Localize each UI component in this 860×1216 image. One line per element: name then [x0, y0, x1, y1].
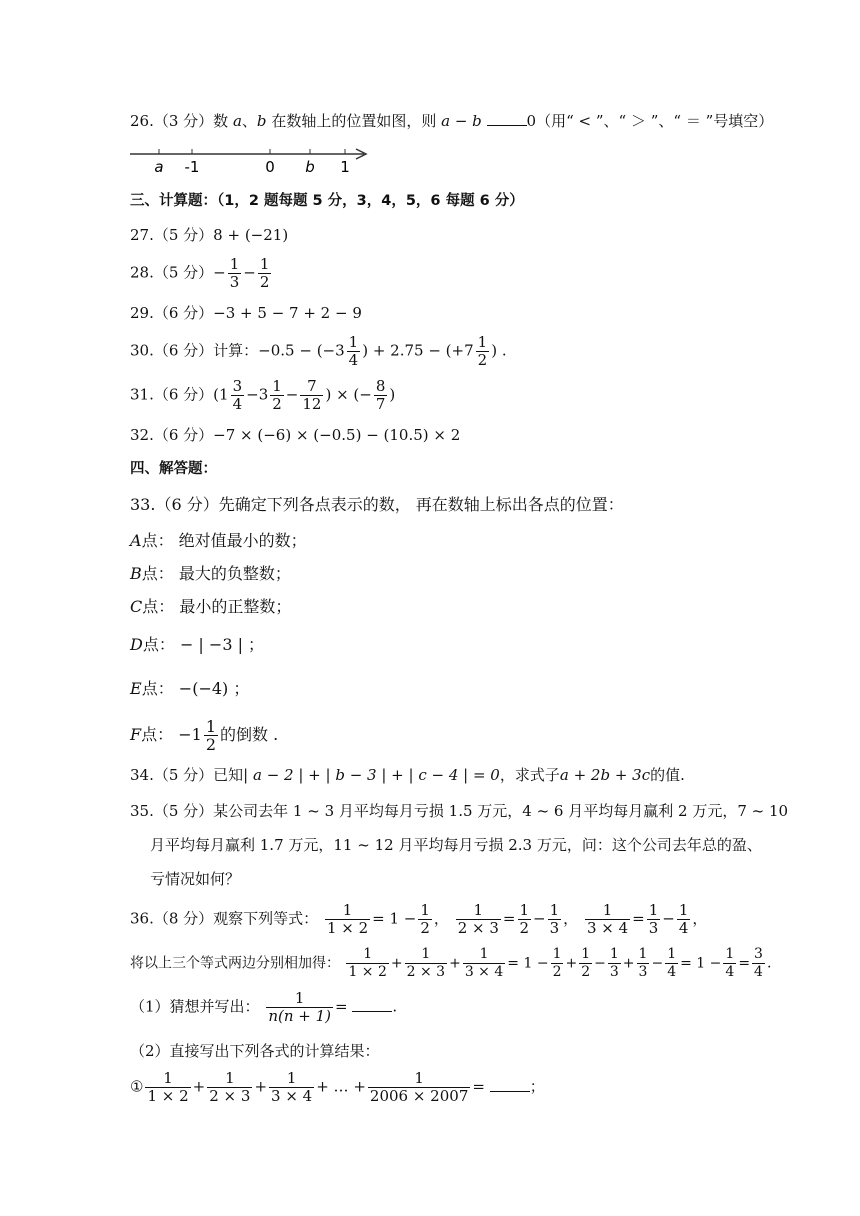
question-32: 32.（6 分）−7 × (−6) × (−0.5) − (10.5) × 2 — [130, 426, 461, 444]
axis-label-1: 1 — [340, 158, 350, 176]
question-35-line-1: 35.（5 分）某公司去年 1 ~ 3 月平均每月亏损 1.5 万元，4 ~ 6 月平均每月赢利 2 万元，7 ~ 10 — [130, 802, 789, 820]
axis-label-neg1: -1 — [184, 158, 200, 176]
fraction: $\frac{1}{2}$ — [519, 901, 530, 937]
point-d-line: D点： − | −3 | ； — [130, 635, 265, 654]
fraction: $\frac{1}{3}$ — [609, 946, 619, 980]
section-3-title: 三、计算题：（1，2 题每题 5 分，3，4，5，6 每题 6 分） — [130, 193, 524, 209]
fraction: $\frac{1}{2 \times 3}$ — [406, 946, 446, 980]
question-29: 29.（6 分）−3 + 5 − 7 + 2 − 9 — [130, 304, 362, 322]
fraction: $\frac{1}{2}$ — [420, 901, 430, 937]
question-35-line-2: 月平均每月赢利 1.7 万元，11 ~ 12 月平均每月亏损 2.3 万元，问：这个公司去年总的盈、 — [150, 836, 762, 854]
fraction: $\frac{1}{2}$ — [477, 333, 488, 369]
fraction: $\frac{1}{2}$ — [205, 717, 216, 754]
axis-label-b: b — [305, 158, 315, 176]
section-4-title: 四、解答题： — [130, 461, 217, 477]
fraction: $\frac{3}{4}$ — [232, 377, 243, 413]
fraction: $\frac{1}{1 \times 2}$ — [348, 946, 387, 980]
question-35-line-3: 亏情况如何？ — [150, 870, 241, 888]
fraction: $\frac{1}{n(n + 1)}$ — [268, 989, 332, 1025]
fraction: $\frac{1}{3}$ — [549, 901, 560, 937]
fraction: $\frac{1}{3}$ — [229, 255, 240, 291]
answer-blank[interactable] — [490, 1077, 530, 1092]
fraction: $\frac{1}{2}$ — [259, 255, 270, 291]
question-36: 36.（8 分）观察下列等式： $\frac{1}{1 \times 2}$ = 1 − $\frac{1}{2}$ ， $\frac{1}{2 \times 3}$ = $\frac{1}{2}$ − $\frac{1}{3}$ ， $\frac{1}{3 \times 4}$ = $\frac{1}{3}$ − $\frac{1}{4}$ ， — [130, 901, 708, 937]
question-33: 33.（6 分）先确定下列各点表示的数， 再在数轴上标出各点的位置： — [130, 495, 624, 514]
fraction: $\frac{1}{3}$ — [638, 946, 648, 980]
question-30: 30.（6 分）计算：−0.5 − (−3 $\frac{1}{4}$ ) + 2.75 − (+7 $\frac{1}{2}$ ) . — [130, 333, 507, 369]
fraction: $\frac{1}{2}$ — [272, 377, 282, 413]
fraction: $\frac{1}{3 \times 4}$ — [586, 901, 629, 937]
fraction: $\frac{8}{7}$ — [375, 377, 386, 413]
point-a-line: A点： 绝对值最小的数； — [130, 531, 307, 550]
fraction: $\frac{7}{12}$ — [302, 377, 322, 413]
fraction: $\frac{1}{4}$ — [678, 901, 689, 937]
fraction: $\frac{1}{2 \times 3}$ — [209, 1069, 251, 1105]
point-c-line: C点： 最小的正整数； — [130, 597, 292, 616]
point-e-line: E点： −(−4) ； — [130, 679, 250, 698]
point-f-line: F点： −1 $\frac{1}{2}$ 的倒数 . — [130, 717, 279, 754]
fraction: $\frac{1}{3 \times 4}$ — [271, 1069, 313, 1105]
number-line-figure — [128, 146, 373, 176]
question-36-sum-line: 将以上三个等式两边分别相加得： $\frac{1}{1 \times 2}$ + $\frac{1}{2 \times 3}$ + $\frac{1}{3 \times 4}$ = 1 − $\frac{1}{2}$ + $\frac{1}{2}$ − $\frac{1}{3}$ + $\frac{1}{3}$ − $\frac{1}{4}$ = 1 − $\frac{1}{4}$ = $\frac{3}{4}$ . — [130, 946, 772, 980]
question-26: 26.（3 分）数 a、b 在数轴上的位置如图，则 a − b 0（用“ < ”、“ ＞ ”、“ ＝ ”号填空） — [130, 112, 774, 130]
fraction: $\frac{1}{3}$ — [648, 901, 659, 937]
question-36-item-1: ① $\frac{1}{1 \times 2}$ + $\frac{1}{2 \times 3}$ + $\frac{1}{3 \times 4}$ + … + $\frac{1}{2006 \times 2007}$ = ； — [130, 1069, 545, 1105]
fraction: $\frac{1}{4}$ — [667, 946, 677, 980]
answer-blank[interactable] — [487, 111, 527, 126]
fraction: $\frac{3}{4}$ — [754, 946, 763, 980]
question-31: 31.（6 分）(1 $\frac{3}{4}$ −3 $\frac{1}{2}$ − $\frac{7}{12}$ ) × (− $\frac{8}{7}$ ) — [130, 377, 396, 413]
question-27: 27.（5 分）8 + (−21) — [130, 226, 289, 244]
axis-label-0: 0 — [265, 158, 275, 176]
fraction: $\frac{1}{4}$ — [348, 333, 359, 369]
fraction: $\frac{1}{2 \times 3}$ — [457, 901, 499, 937]
fraction: $\frac{1}{2}$ — [552, 946, 562, 980]
question-34: 34.（5 分）已知| a − 2 | + | b − 3 | + | c − 4 | = 0，求式子a + 2b + 3c的值. — [130, 766, 685, 784]
fraction: $\frac{1}{3 \times 4}$ — [464, 946, 504, 980]
axis-label-a: a — [154, 158, 164, 176]
question-36-part-2: （2）直接写出下列各式的计算结果： — [130, 1042, 380, 1060]
fraction: $\frac{1}{1 \times 2}$ — [147, 1069, 189, 1105]
question-28: 28.（5 分）− $\frac{1}{3}$ − $\frac{1}{2}$ — [130, 255, 270, 291]
question-36-part-1: （1）猜想并写出： $\frac{1}{n(n + 1)}$ = . — [130, 989, 398, 1025]
fraction: $\frac{1}{2}$ — [581, 946, 591, 980]
point-b-line: B点： 最大的负整数； — [130, 564, 291, 583]
fraction: $\frac{1}{1 \times 2}$ — [326, 901, 369, 937]
answer-blank[interactable] — [352, 997, 392, 1012]
fraction: $\frac{1}{4}$ — [725, 946, 735, 980]
fraction: $\frac{1}{2006 \times 2007}$ — [369, 1069, 469, 1105]
